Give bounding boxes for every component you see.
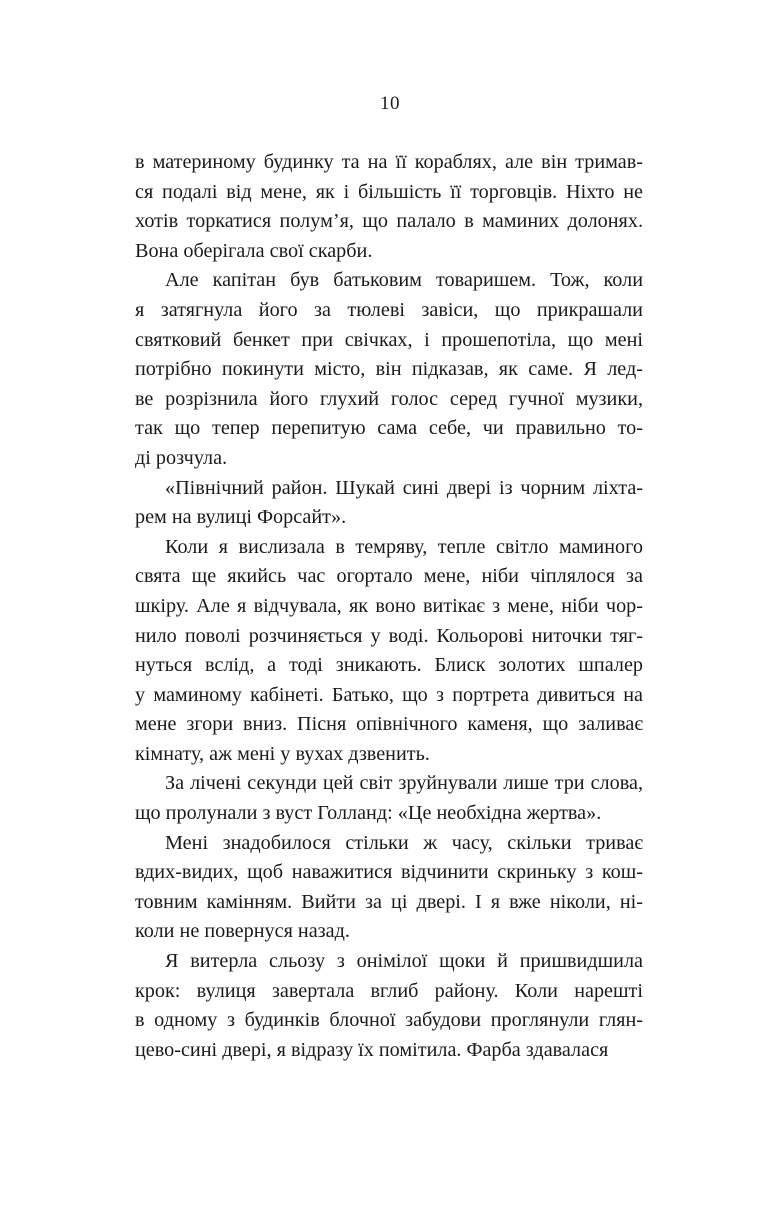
text-line: в материному будинку та на її кораблях, але він тримав-: [135, 151, 643, 173]
paragraph-para-6: [135, 829, 643, 947]
text-line: Коли я вислизала в темряву, тепле світло маминого: [165, 535, 643, 558]
paragraph-para-4: [135, 533, 643, 770]
text-line: цево-сині двері, я відразу їх помітила. Фарба здавалася: [135, 1038, 609, 1061]
paragraph-para-5: [135, 769, 643, 828]
text-line: ве розрізнила його глухий голос серед гучної музики,: [135, 387, 643, 410]
text-line: так що тепер перепитую сама себе, чи правильно то-: [135, 417, 643, 440]
text-line: крок: вулиця завертала вглиб району. Коли нарешті: [135, 979, 643, 1002]
text-line: нило поволі розчиняється у воді. Кольорові ниточки тяг-: [135, 624, 643, 647]
body-text-block: [135, 148, 643, 1065]
text-line: Але капітан був батьковим товаришем. Тож, коли: [165, 269, 643, 292]
text-line: ся подалі від мене, як і більшість її торговців. Ніхто не: [135, 180, 643, 203]
text-line: Я витерла сльозу з онімілої щоки й пришвидшила: [165, 950, 643, 973]
text-line: Мені знадобилося стільки ж часу, скільки триває: [165, 831, 643, 854]
text-line: нуться вслід, а тоді зникають. Блиск золотих шпалер: [135, 654, 643, 677]
page-number: 10: [380, 93, 400, 114]
paragraph-para-1: [135, 148, 643, 266]
text-line: товним камінням. Вийти за ці двері. І я вже ніколи, ні-: [135, 890, 643, 913]
text-line: хотів торкатися полум’я, що палало в маминих долонях.: [135, 210, 643, 233]
text-line: шкіру. Але я відчувала, як воно витікає з мене, ніби чор-: [135, 594, 643, 617]
text-line: Вона оберігала свої скарби.: [135, 239, 373, 262]
text-line: рем на вулиці Форсайт».: [135, 506, 347, 529]
text-line: в одному з будинків блочної забудови проглянули глян-: [135, 1009, 643, 1032]
text-line: святковий бенкет при свічках, і прошепотіла, що мені: [135, 328, 643, 351]
paragraph-para-2: [135, 266, 643, 473]
paragraph-para-7: [135, 947, 643, 1065]
paragraph-para-3: [135, 474, 643, 533]
text-line: потрібно покинути місто, він підказав, як саме. Я лед-: [135, 358, 643, 381]
text-line: свята ще якийсь час огортало мене, ніби чіплялося за: [135, 565, 643, 588]
text-line: я затягнула його за тюлеві завіси, що прикрашали: [135, 298, 643, 321]
text-line: вдих-видих, щоб наважитися відчинити скриньку з кош-: [135, 861, 643, 884]
text-line: «Північний район. Шукай сині двері із чорним ліхта-: [165, 476, 643, 499]
text-line: коли не повернуся назад.: [135, 920, 350, 943]
text-line: За лічені секунди цей світ зруйнували лише три слова,: [165, 772, 643, 795]
text-line: мене згори вниз. Пісня опівнічного каменя, що заливає: [135, 713, 643, 736]
text-line: що пролунали з вуст Голланд: «Це необхідна жертва».: [135, 802, 602, 825]
text-line: кімнату, аж мені у вухах дзвенить.: [135, 742, 430, 765]
text-line: ді розчула.: [135, 446, 228, 469]
text-line: у маминому кабінеті. Батько, що з портрета дивиться на: [135, 683, 643, 706]
